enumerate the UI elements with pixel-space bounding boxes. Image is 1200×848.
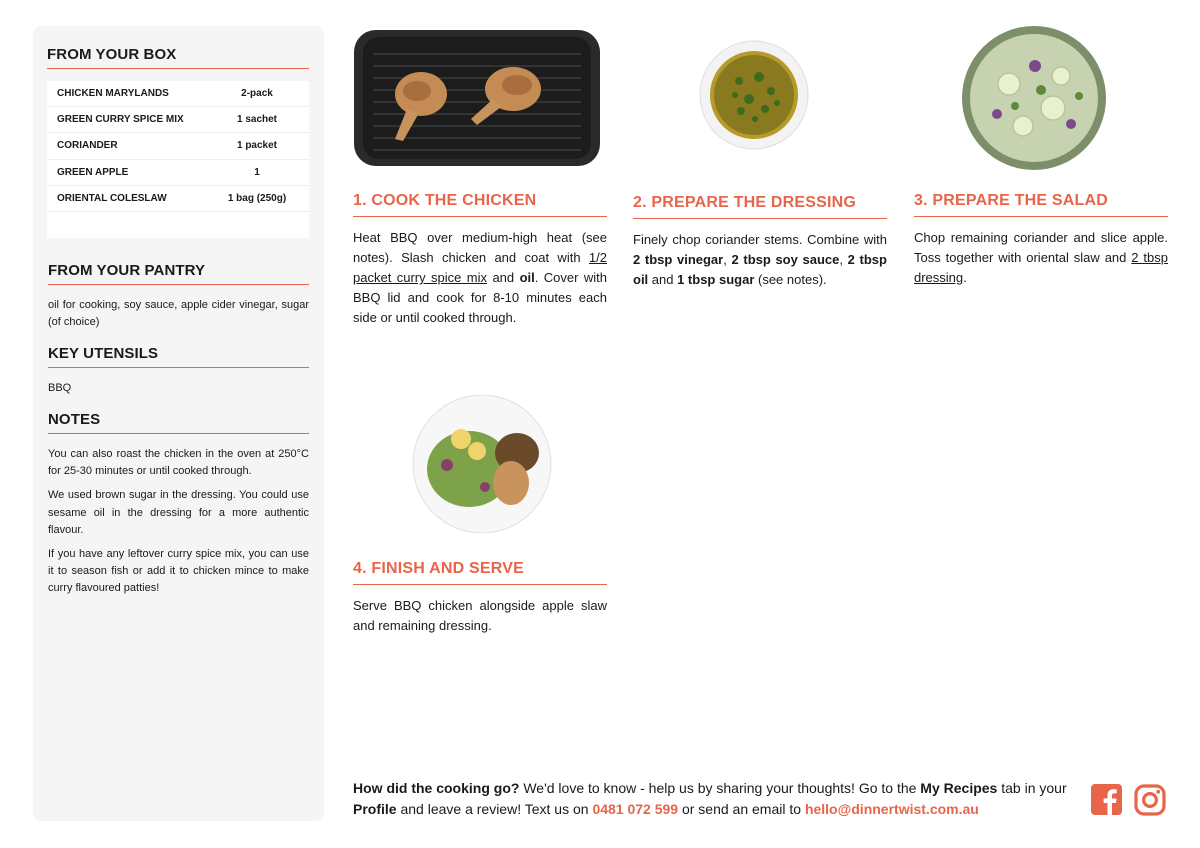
ingredient-name: ORIENTAL COLESLAW (57, 192, 167, 204)
footer-bold-text: Profile (353, 801, 397, 817)
ingredient-qty: 1 (254, 166, 260, 178)
step-text-bold: 2 tbsp soy sauce (731, 252, 840, 267)
feedback-footer (353, 778, 1073, 820)
step-2 (633, 194, 887, 290)
ingredient-qty: 1 sachet (236, 114, 278, 126)
table-row (47, 160, 309, 186)
from-your-box-heading: FROM YOUR BOX (47, 46, 309, 69)
phone-number-link[interactable]: 0481 072 599 (592, 801, 679, 817)
step-text-underlined: 2 tbsp dressing (914, 250, 1168, 285)
step-3-body (914, 228, 1168, 288)
pantry-section (48, 262, 309, 331)
footer-bold-text: How did the cooking go? (353, 780, 520, 796)
facebook-icon[interactable] (1091, 784, 1122, 815)
notes-section (48, 411, 309, 598)
box-ingredients-table (47, 81, 309, 238)
step-text-bold: 2 tbsp vinegar (633, 252, 724, 267)
email-link[interactable]: hello@dinnertwist.com.au (804, 801, 979, 817)
table-row (47, 186, 309, 212)
step-text: , (839, 252, 848, 267)
footer-text: tab in your (997, 780, 1067, 796)
grilled-chicken-image (353, 29, 601, 167)
ingredient-name: GREEN APPLE (57, 166, 129, 178)
footer-text: and leave a review! Text us on (396, 801, 593, 817)
step-text: (see notes). (754, 272, 827, 287)
step-text: Heat BBQ over medium-high heat (see notes). Slash chicken and coat with (353, 230, 607, 265)
table-row (47, 133, 309, 159)
step-4 (353, 560, 607, 636)
key-utensils-heading: KEY UTENSILS (48, 345, 309, 368)
step-2-title: 2. PREPARE THE DRESSING (633, 194, 887, 219)
step-text: Serve BBQ chicken alongside apple slaw and remaining dressing. (353, 598, 607, 633)
ingredient-qty: 1 packet (236, 140, 278, 152)
step-4-body (353, 596, 607, 636)
step-3 (914, 192, 1168, 288)
step-text: . (963, 270, 967, 285)
step-3-title: 3. PREPARE THE SALAD (914, 192, 1168, 217)
step-text: , (723, 252, 732, 267)
note-paragraph: If you have any leftover curry spice mix, you can use it to season fish or add it to chicken mince to make curry flavoured patties! (48, 548, 309, 595)
step-text: Finely chop coriander stems. Combine with (633, 232, 887, 247)
table-row (47, 81, 309, 107)
ingredient-qty: 1 bag (250g) (227, 192, 287, 204)
step-text: Chop remaining coriander and slice apple. Toss together with oriental slaw and (914, 230, 1168, 265)
notes-heading: NOTES (48, 411, 309, 434)
footer-bold-text: My Recipes (920, 780, 998, 796)
ingredient-name: CORIANDER (57, 140, 118, 152)
pantry-text: oil for cooking, soy sauce, apple cider vinegar, sugar (of choice) (48, 299, 309, 328)
step-text: and (487, 270, 520, 285)
dressing-bowl-image (699, 39, 809, 151)
ingredients-sidebar (33, 26, 324, 821)
ingredient-name: GREEN CURRY SPICE MIX (57, 114, 184, 126)
footer-text: or send an email to (678, 801, 805, 817)
step-1-title: 1. COOK THE CHICKEN (353, 192, 607, 217)
step-text: . Cover with BBQ lid and cook for 8-10 minutes each side or until cooked through. (353, 270, 608, 325)
ingredient-qty: 2-pack (241, 88, 273, 100)
note-paragraph: You can also roast the chicken in the oven at 250°C for 25-30 minutes or until cooked through. (48, 448, 309, 478)
table-row (47, 107, 309, 133)
step-text-bold: 2 tbsp oil (633, 252, 887, 287)
utensils-text: BBQ (48, 382, 72, 394)
step-4-title: 4. FINISH AND SERVE (353, 560, 607, 585)
step-1-body (353, 228, 607, 328)
step-text: and (648, 272, 678, 287)
utensils-section (48, 345, 309, 397)
note-paragraph: We used brown sugar in the dressing. You could use sesame oil in the dressing for a more authentic flavour. (48, 489, 309, 536)
from-your-pantry-heading: FROM YOUR PANTRY (48, 262, 309, 285)
table-row (47, 212, 309, 238)
plated-dish-image (411, 395, 553, 533)
step-text-underlined: 1/2 packet curry spice mix (353, 250, 607, 285)
step-text-bold: 1 tbsp sugar (677, 272, 755, 287)
step-2-body (633, 230, 887, 290)
salad-bowl-image (961, 26, 1107, 170)
step-1 (353, 192, 607, 328)
footer-text: We'd love to know - help us by sharing your thoughts! Go to the (519, 780, 921, 796)
instagram-icon[interactable] (1134, 784, 1166, 816)
ingredient-name: CHICKEN MARYLANDS (57, 88, 169, 100)
step-text-bold: oil (519, 270, 535, 285)
